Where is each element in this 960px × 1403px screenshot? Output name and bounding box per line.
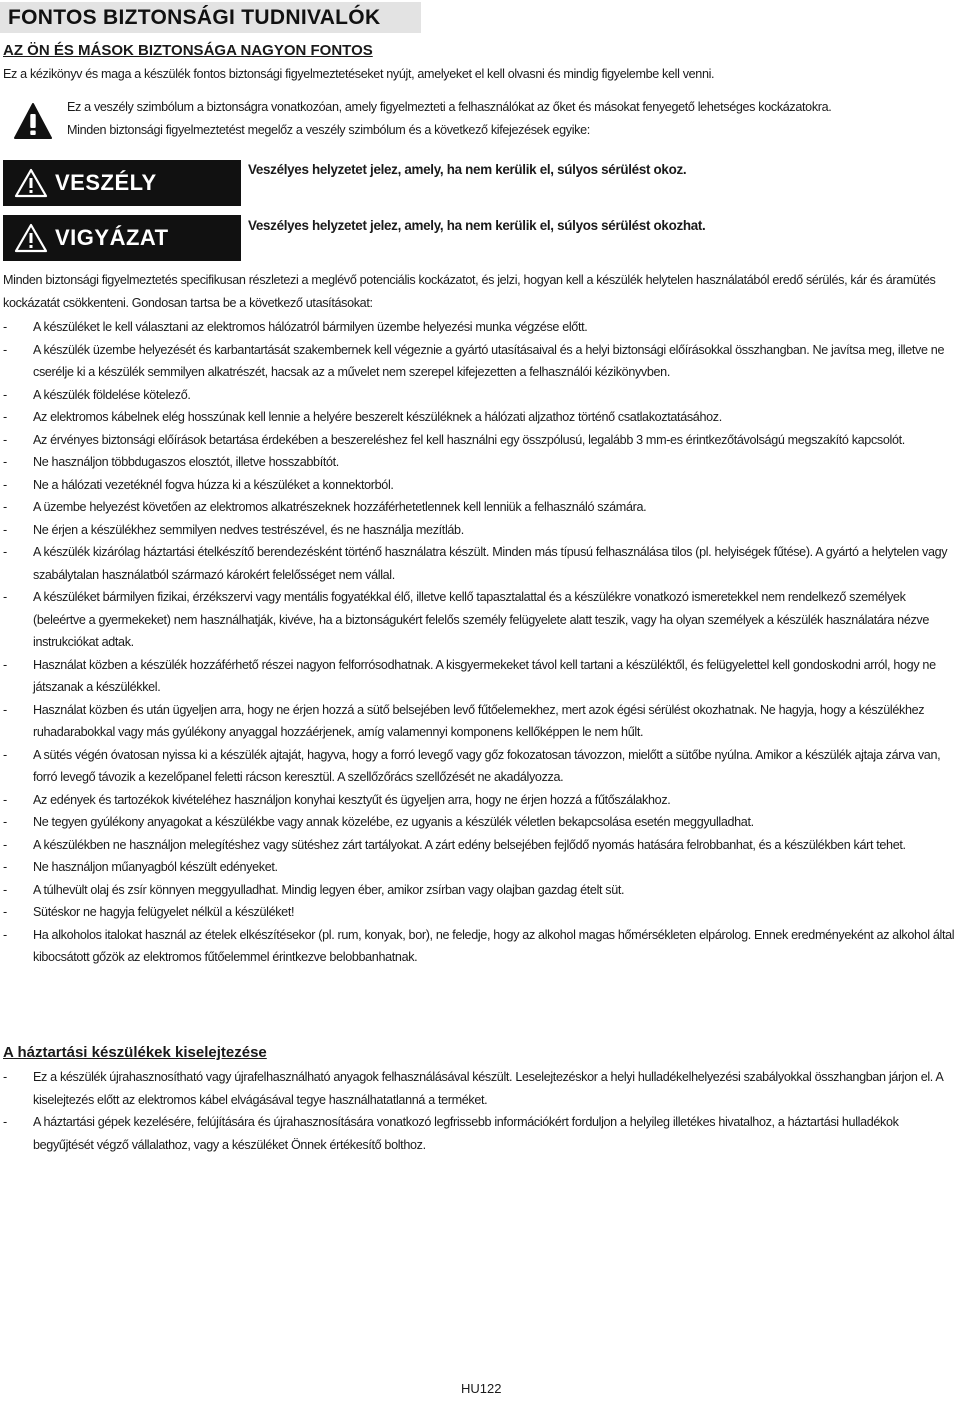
body-paragraph: Minden biztonsági figyelmeztetés specifikusan részletezi a meglévő potenciális kockázatot, és jelzi, hogyan kell a készülék helytelen használatából eredő sérülés, kár és áramütés kockázatát csökkenteni. Gondosan tartsa be a következő utasításokat: <box>3 273 936 310</box>
warning-triangle-icon <box>14 223 48 253</box>
list-item: - A készülékben ne használjon melegítéshez vagy sütéshez zárt tartályokat. A zárt edény belsejében fejlődő nyomás hatására felrobbanhat, és a készülékben kárt tehet. <box>3 834 957 857</box>
list-item: - A készülék kizárólag háztartási ételkészítő berendezésként történő használatra készült. Minden más típusú felhasználása tilos (pl. helyiségek fűtése). A gyártó a helytelen vagy szabálytalan használatból származó károkért felelősséget nem vállal. <box>3 541 957 586</box>
list-item: - A készülék üzembe helyezését és karbantartását szakembernek kell végeznie a gyártó utasításaival és a helyi biztonsági előírásokkal összhangban. Ne javítsa meg, illetve ne cserélje ki a készülék semmilyen alkatrészét, hacsak az a művelet nem szerepel kifejezetten a felhasználói kézikönyvben. <box>3 339 957 384</box>
list-item: - Ne tegyen gyúlékony anyagokat a készülékbe vagy annak közelébe, ez ugyanis a készülék véletlen bekapcsolása esetén meggyulladhat. <box>3 811 957 834</box>
list-item: - Az edények és tartozékok kivételéhez használjon konyhai kesztyűt és ügyeljen arra, hogy ne érjen hozzá a fűtőszálakhoz. <box>3 789 957 812</box>
list-item: - A háztartási gépek kezelésére, felújítására és újrahasznosítására vonatkozó legfrissebb információkért forduljon a helyileg illetékes hivatalhoz, a háztartási hulladékok begyűjtését végző vállalathoz, vagy a készüléket Önnek értékesítő bolthoz. <box>3 1111 957 1156</box>
danger-signal-word: VESZÉLY <box>55 170 157 195</box>
list-item: - Használat közben a készülék hozzáférhető részei nagyon felforrósodhatnak. A kisgyermekeket távol kell tartani a készüléktől, és felügyelettel kell gondoskodni arról, hogy ne játszanak a készülékkel. <box>3 654 957 699</box>
list-item: - Sütéskor ne hagyja felügyelet nélkül a készüléket! <box>3 901 957 924</box>
page-title: FONTOS BIZTONSÁGI TUDNIVALÓK <box>8 6 381 29</box>
list-item: - A túlhevült olaj és zsír könnyen meggyulladhat. Mindig legyen éber, amikor zsírban vagy olajban gazdag ételt süt. <box>3 879 957 902</box>
symbol-usage-description: Minden biztonsági figyelmeztetést megelőz a veszély szimbólum és a következő kifejezések egyike: <box>67 123 590 137</box>
list-item: - Az elektromos kábelnek elég hosszúnak kell lennie a helyére beszerelt készüléknek a hálózati aljzathoz történő csatlakoztatásához. <box>3 406 957 429</box>
list-item: - Használat közben és után ügyeljen arra, hogy ne érjen hozzá a sütő belsejében levő fűtőelemekhez, mert azok égési sérülést okozhatnak. Ne hagyja, hogy a készülékhez ruhadarabokkal vagy más gyúlékony anyaggal hozzáérjenek, amíg valamennyi komponens kellőképpen le nem hűlt. <box>3 699 957 744</box>
warning-triangle-icon <box>13 102 53 140</box>
intro-text: Ez a kézikönyv és maga a készülék fontos biztonsági figyelmeztetéseket nyújt, amelyeket el kell olvasni és mindig figyelembe kell venni. <box>3 67 715 81</box>
page-title-box <box>0 2 421 33</box>
safety-instructions-list <box>3 316 957 969</box>
list-item: - A üzembe helyezést követően az elektromos alkatrészeknek hozzáférhetetlennek kell lenniük a felhasználó számára. <box>3 496 957 519</box>
list-item: - Ne használjon műanyagból készült edényeket. <box>3 856 957 879</box>
list-item: - Ha alkoholos italokat használ az ételek elkészítésekor (pl. rum, konyak, bor), ne feledje, hogy az alkohol magas hőmérsékleten elpárolog. Ennek eredményeként az alkohol által kibocsátott gőzök az elektromos fűtőelemmel érintkezve belobbanhatnak. <box>3 924 957 969</box>
list-item: - A készüléket bármilyen fizikai, érzékszervi vagy mentális fogyatékkal élő, illetve kellő tapasztalattal és a készülékre vonatkozó ismeretekkel nem rendelkező személyek (beleértve a gyermekeket) nem használhatják, kivéve, ha a biztonságukért felelős személy felügyelete alatt teszik, vagy ha olyan személyek a készülék használatára nézve instrukciókat adtak. <box>3 586 957 654</box>
caution-signal-text: Veszélyes helyzetet jelez, amely, ha nem kerülik el, súlyos sérülést okozhat. <box>248 218 706 233</box>
list-item: - Ez a készülék újrahasznosítható vagy újrafelhasználható anyagok felhasználásával készült. Leselejtezéskor a helyi hulladékelhelyezési szabályokkal összhangban járjon el. A kiselejtezés előtt az elektromos kábel elvágásával tegye használhatatlanná a terméket. <box>3 1066 957 1111</box>
list-item: - A készüléket le kell választani az elektromos hálózatról bármilyen üzembe helyezési munka végzése előtt. <box>3 316 957 339</box>
danger-signal-text: Veszélyes helyzetet jelez, amely, ha nem kerülik el, súlyos sérülést okoz. <box>248 162 687 177</box>
caution-signal-word: VIGYÁZAT <box>55 225 169 250</box>
list-item: - A készülék földelése kötelező. <box>3 384 957 407</box>
list-item: - Ne érjen a készülékhez semmilyen nedves testrészével, és ne használja mezítláb. <box>3 519 957 542</box>
list-item: - Ne a hálózati vezetéknél fogva húzza ki a készüléket a konnektorból. <box>3 474 957 497</box>
disposal-list <box>3 1066 957 1156</box>
warning-triangle-icon <box>14 168 48 198</box>
list-item: - Az érvényes biztonsági előírások betartása érdekében a beszereléshez fel kell használni egy összpólusú, legalább 3 mm-es érintkezőtávolságú megszakító kapcsolót. <box>3 429 957 452</box>
caution-signal-box <box>3 215 241 261</box>
section-heading: AZ ÖN ÉS MÁSOK BIZTONSÁGA NAGYON FONTOS <box>3 42 373 59</box>
list-item: - A sütés végén óvatosan nyissa ki a készülék ajtaját, hagyva, hogy a forró levegő vagy gőz fokozatosan távozzon, mielőtt a sütőbe nyúlna. Amikor a készülék ajtaja zárva van, forró levegő távozik a kezelőpanel feletti rácson keresztül. A szellőzőrács szellőzését ne akadályozza. <box>3 744 957 789</box>
list-item: - Ne használjon többdugaszos elosztót, illetve hosszabbítót. <box>3 451 957 474</box>
symbol-description: Ez a veszély szimbólum a biztonságra vonatkozóan, amely figyelmezteti a felhasználókat az őket és másokat fenyegető lehetséges kockázatokra. <box>67 100 832 114</box>
page-number: HU122 <box>461 1381 502 1396</box>
disposal-heading: A háztartási készülékek kiselejtezése <box>3 1044 267 1061</box>
danger-signal-box <box>3 160 241 206</box>
